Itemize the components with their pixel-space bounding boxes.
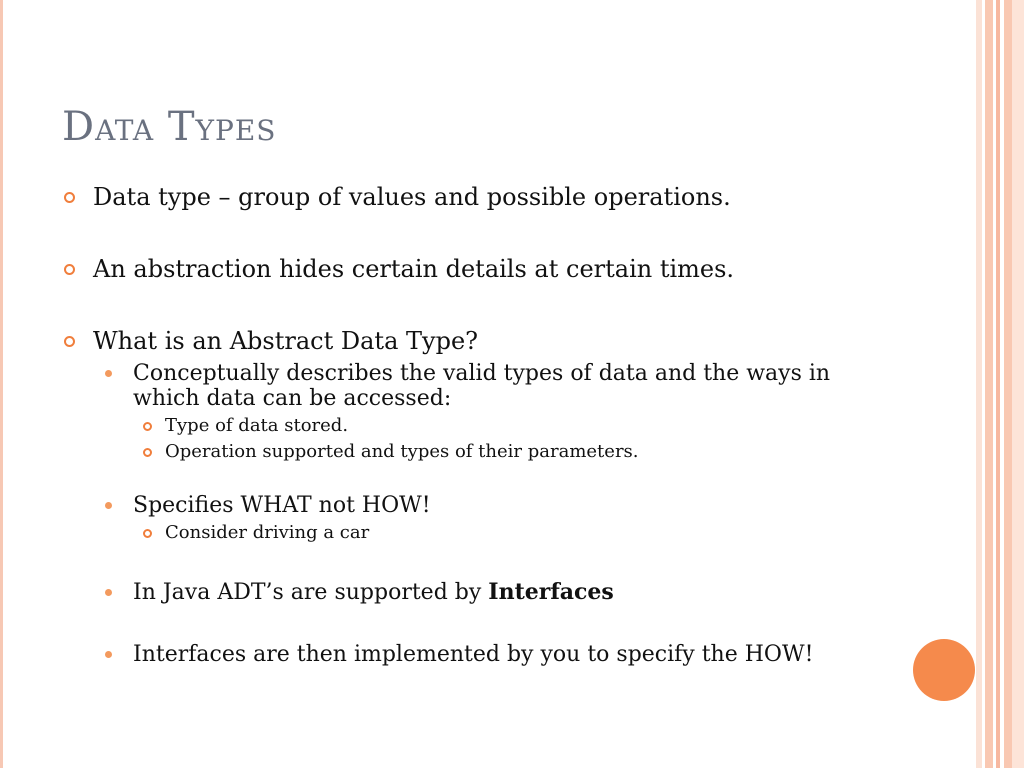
bullet-item bbox=[62, 326, 902, 356]
sub-bullet-item bbox=[92, 642, 902, 667]
circle-outline-bullet-icon bbox=[64, 264, 75, 275]
bullet-item bbox=[62, 254, 902, 284]
sub-bullet-text-prefix: In Java ADT’s are supported by bbox=[133, 580, 489, 605]
slide-content bbox=[62, 178, 902, 667]
sub-bullet-text: Interfaces are then implemented by you to specify the HOW! bbox=[133, 642, 814, 667]
circle-outline-bullet-icon bbox=[64, 192, 75, 203]
circle-outline-bullet-icon bbox=[143, 448, 152, 457]
bullet-item bbox=[62, 182, 902, 212]
right-decorative-stripes bbox=[976, 0, 1024, 768]
filled-dot-bullet-icon bbox=[105, 651, 112, 658]
sub-bullet-item bbox=[92, 493, 902, 518]
sub-bullet-text: Conceptually describes the valid types of data and the ways in which data can be accessed: bbox=[133, 361, 831, 411]
sub-sub-bullet-text: Consider driving a car bbox=[165, 522, 370, 543]
filled-dot-bullet-icon bbox=[105, 589, 112, 596]
stripe bbox=[985, 0, 993, 768]
stripe bbox=[1004, 0, 1012, 768]
sub-sub-bullet-item bbox=[134, 439, 902, 465]
sub-sub-bullet-text: Operation supported and types of their parameters. bbox=[165, 441, 639, 462]
circle-outline-bullet-icon bbox=[143, 529, 152, 538]
bullet-text: An abstraction hides certain details at certain times. bbox=[93, 255, 735, 283]
sub-bullet-item bbox=[92, 361, 902, 411]
sub-sub-bullet-text: Type of data stored. bbox=[165, 415, 349, 436]
circle-outline-bullet-icon bbox=[64, 336, 75, 347]
sub-sub-bullet-item bbox=[134, 520, 902, 546]
sub-bullet-item bbox=[92, 580, 902, 605]
sub-bullet-text: Specifies WHAT not HOW! bbox=[133, 493, 431, 518]
sub-bullet-text-bold: Interfaces bbox=[488, 579, 614, 605]
filled-dot-bullet-icon bbox=[105, 370, 112, 377]
stripe bbox=[1012, 0, 1024, 768]
bullet-text: What is an Abstract Data Type? bbox=[93, 327, 479, 355]
bullet-text: Data type – group of values and possible operations. bbox=[93, 183, 731, 211]
left-border-line bbox=[0, 0, 3, 768]
filled-dot-bullet-icon bbox=[105, 502, 112, 509]
slide-title: Data Types bbox=[62, 104, 277, 150]
sub-sub-bullet-item bbox=[134, 413, 902, 439]
circle-outline-bullet-icon bbox=[143, 422, 152, 431]
decorative-orange-circle-icon bbox=[913, 639, 975, 701]
